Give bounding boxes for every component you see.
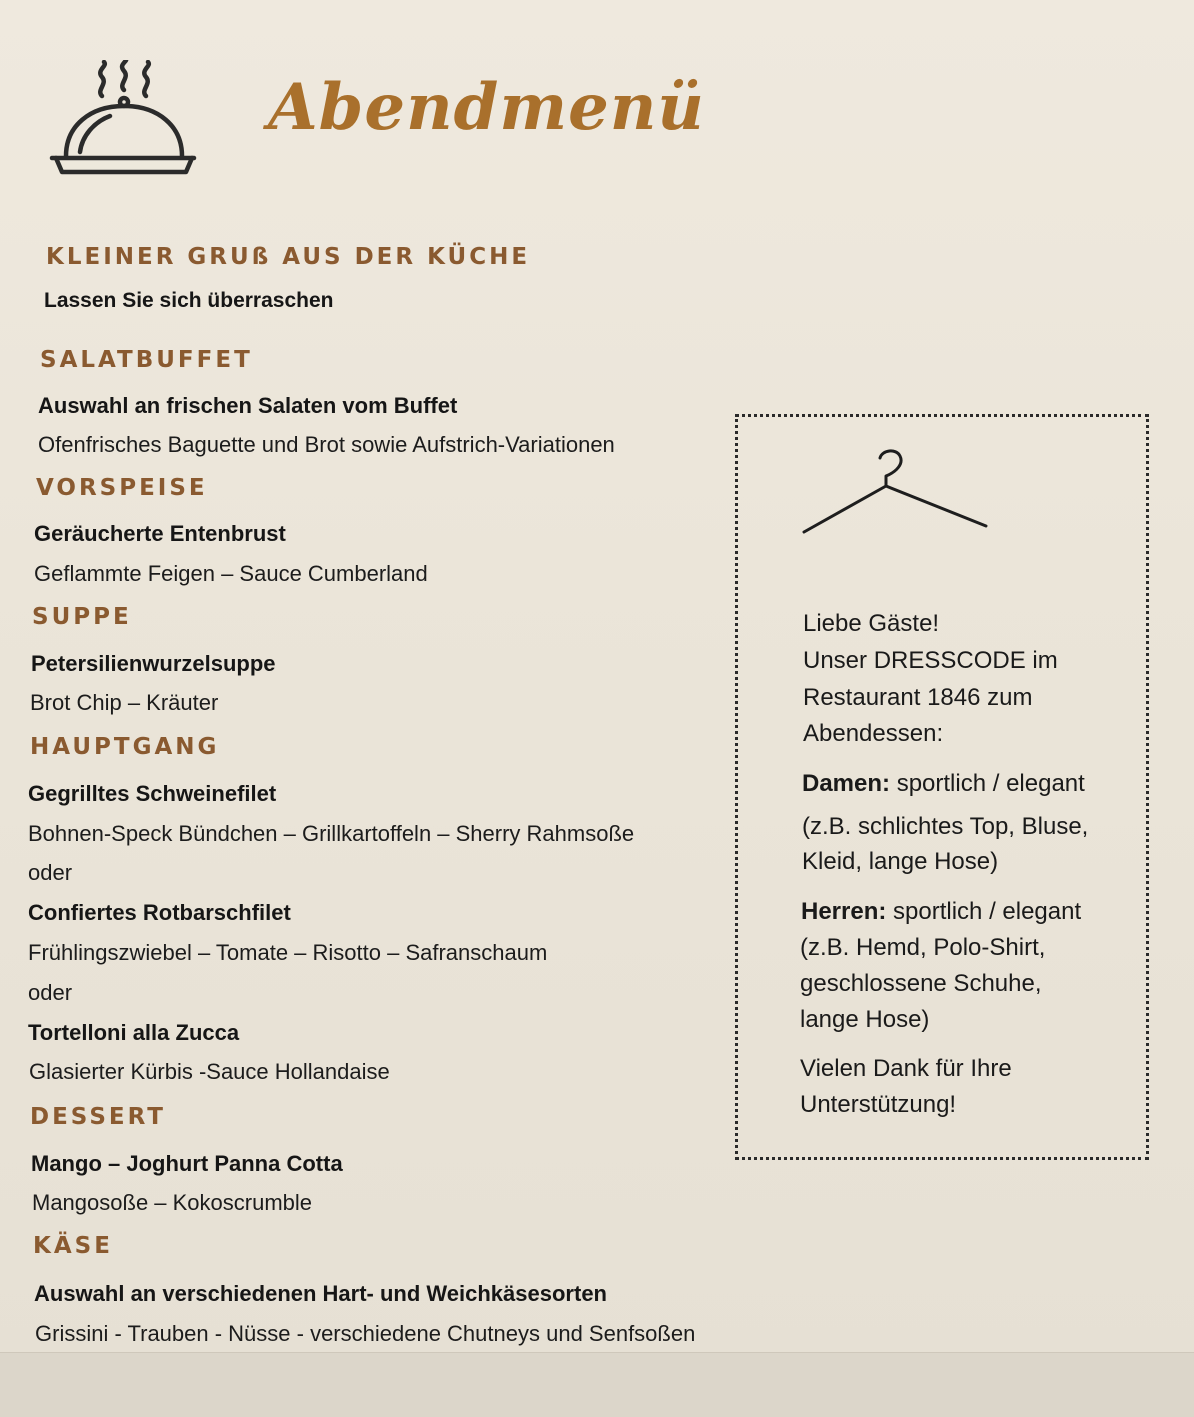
dish-salatbuffet: Auswahl an frischen Salaten vom Buffet [38,393,458,418]
or-separator-2: oder [28,980,73,1005]
table-edge [0,1352,1194,1417]
or-separator-1: oder [28,860,73,885]
dresscode-herren [801,900,1081,924]
section-title-vorspeise: VORSPEISE [36,475,208,501]
section-title-suppe: SUPPE [32,604,132,630]
dresscode-intro-1: Unser DRESSCODE im [803,647,1058,674]
desc-salatbuffet: Ofenfrisches Baguette und Brot sowie Aufstrich-Variationen [38,432,615,457]
dresscode-damen [802,772,1085,796]
herren-label: Herren: [801,898,887,925]
dish-schweinefilet: Gegrilltes Schweinefilet [28,781,277,806]
section-title-salatbuffet: SALATBUFFET [40,347,253,373]
dish-suppe: Petersilienwurzelsuppe [31,651,276,676]
dresscode-intro-3: Abendessen: [803,720,944,747]
dresscode-thanks-1: Vielen Dank für Ihre [800,1055,1012,1082]
dresscode-herren-3: geschlossene Schuhe, [800,970,1042,997]
dresscode-thanks-2: Unterstützung! [800,1091,957,1118]
damen-text: sportlich / elegant [890,770,1085,797]
dresscode-greeting: Liebe Gäste! [803,610,940,637]
desc-schweinefilet: Bohnen-Speck Bündchen – Grillkartoffeln – Sherry Rahmsoße [28,821,635,846]
cloche-icon [48,60,198,185]
dresscode-herren-4: lange Hose) [800,1006,930,1033]
desc-rotbarschfilet: Frühlingszwiebel – Tomate – Risotto – Safranschaum [28,940,548,965]
desc-suppe: Brot Chip – Kräuter [30,690,219,715]
dresscode-herren-2: (z.B. Hemd, Polo-Shirt, [800,934,1046,961]
section-title-kaese: KÄSE [33,1233,113,1259]
herren-text: sportlich / elegant [886,898,1082,925]
dish-vorspeise: Geräucherte Entenbrust [34,521,286,546]
dresscode-damen-2: (z.B. schlichtes Top, Bluse, [802,813,1089,840]
desc-tortelloni: Glasierter Kürbis -Sauce Hollandaise [29,1059,390,1084]
damen-label: Damen: [802,770,891,797]
hanger-icon [800,446,990,538]
dish-kaese: Auswahl an verschiedenen Hart- und Weichkäsesorten [34,1281,607,1306]
desc-vorspeise: Geflammte Feigen – Sauce Cumberland [34,561,428,586]
section-title-hauptgang: HAUPTGANG [30,734,220,760]
dish-tortelloni: Tortelloni alla Zucca [28,1020,240,1045]
dresscode-damen-3: Kleid, lange Hose) [802,848,999,875]
menu-title: Abendmenü [268,70,705,145]
desc-dessert: Mangosoße – Kokoscrumble [32,1190,313,1215]
section-title-dessert: DESSERT [30,1104,166,1130]
dresscode-intro-2: Restaurant 1846 zum [803,684,1033,711]
desc-kaese: Grissini - Trauben - Nüsse - verschiedene Chutneys und Senfsoßen [35,1321,696,1346]
dish-dessert: Mango – Joghurt Panna Cotta [31,1151,343,1176]
dish-rotbarschfilet: Confiertes Rotbarschfilet [28,900,291,925]
section-title-gruss: KLEINER GRUß AUS DER KÜCHE [46,244,531,270]
dish-gruss: Lassen Sie sich überraschen [44,289,334,312]
